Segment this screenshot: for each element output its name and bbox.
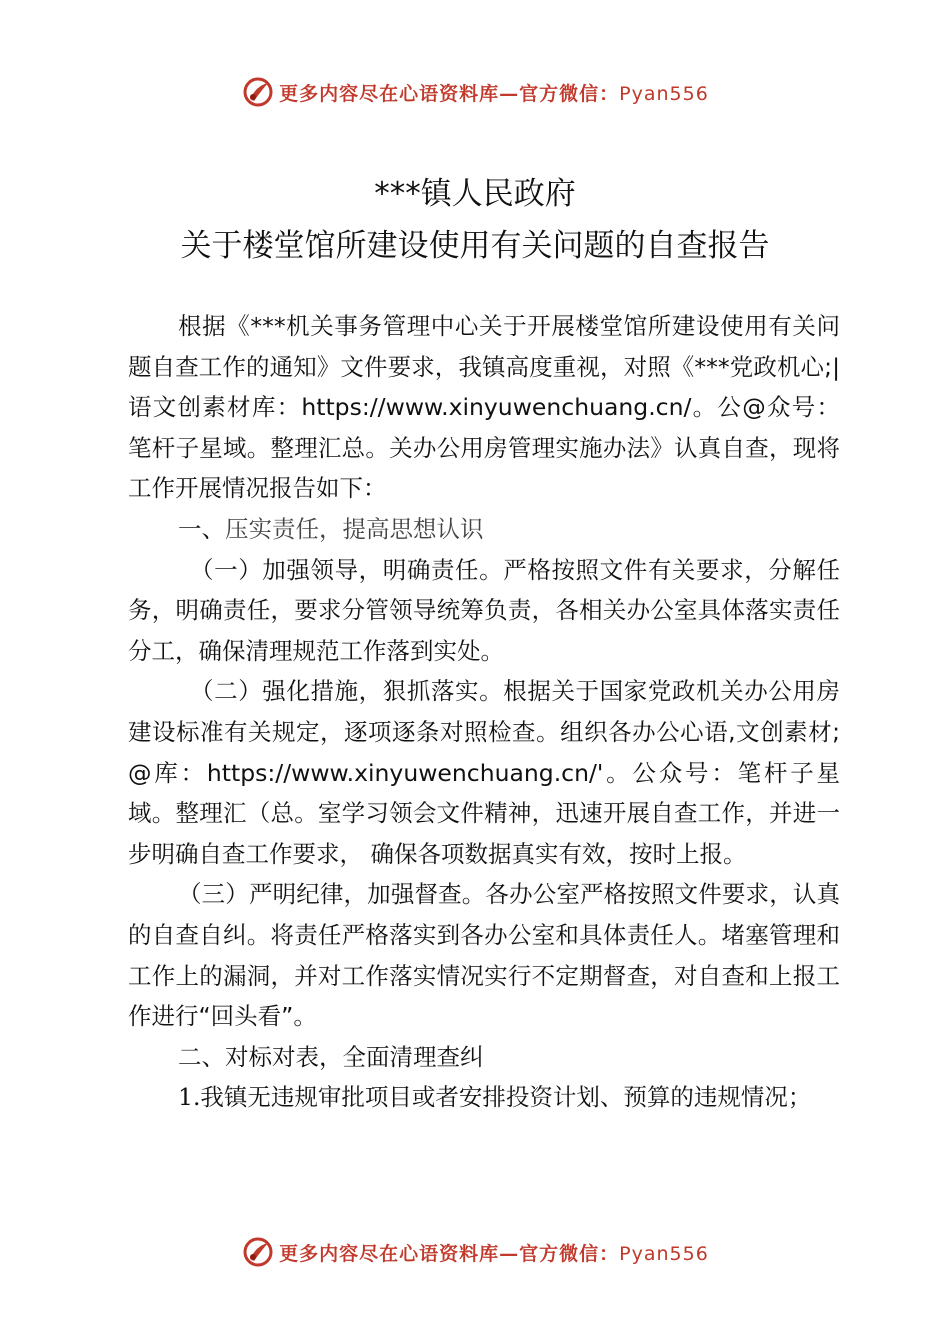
point1-text: 我镇无违规审批项目或者安排投资计划、预算的违规情况； [200,1083,812,1112]
section1-heading: 一、压实责任，提高思想认识 [178,514,484,543]
document-title-line1: ***镇人民政府 [374,176,576,212]
item1-paragraph: （一）加强领导，明确责任。严格按照文件有关要求，分解任务，明确责任，要求分管领导统筹负责，各相关办公室具体落实责任分工，确保清理规范工作落到实处。 [128,555,840,665]
banner-text: 更多内容尽在心语资料库—官方微信：Pyan556 [279,82,709,105]
section2-heading: 二、对标对表，全面清理查纠 [178,1042,484,1071]
point1-number: 1. [178,1083,201,1112]
section1-title: 压实责任，提高思想认识 [225,514,484,543]
document-body [128,306,840,1118]
item3-paragraph: （三）严明纪律，加强督查。各办公室严格按照文件要求，认真的自查自纠。将责任严格落实到各办公室和具体责任人。堵塞管理和工作上的漏洞，并对工作落实情况实行不定期督查，对自查和上报工作进行“回头看”。 [128,880,840,1031]
brush-logo-icon [241,1235,275,1269]
banner-text: 更多内容尽在心语资料库—官方微信：Pyan556 [279,1242,709,1265]
banner-wechat: Pyan556 [619,82,709,105]
header-watermark-banner [0,72,950,112]
item2-paragraph: （二）强化措施，狠抓落实。根据关于国家党政机关办公用房建设标准有关规定，逐项逐条对照检查。组织各办公心语,文创素材;@库：https://www.xinyuwenchuang.cn/'。公众号：笔杆子星域。整理汇（总。室学习领会文件精神，迅速开展自查工作，并进一步明确自查工作要求， 确保各项数据真实有效，按时上报。 [128,677,840,868]
banner-wechat: Pyan556 [619,1242,709,1265]
intro-paragraph: 根据《***机关事务管理中心关于开展楼堂馆所建设使用有关问题自查工作的通知》文件要求，我镇高度重视，对照《***党政机心;|语文创素材库：https://www.xinyuwenchuang.cn/。公@众号：笔杆子星域。整理汇总。关办公用房管理实施办法》认真自查，现将工作开展情况报告如下： [128,312,840,503]
document-title-line2: 关于楼堂馆所建设使用有关问题的自查报告 [180,228,770,264]
brush-logo-icon [241,75,275,109]
point1-paragraph [128,1077,840,1118]
footer-watermark-banner [0,1232,950,1272]
